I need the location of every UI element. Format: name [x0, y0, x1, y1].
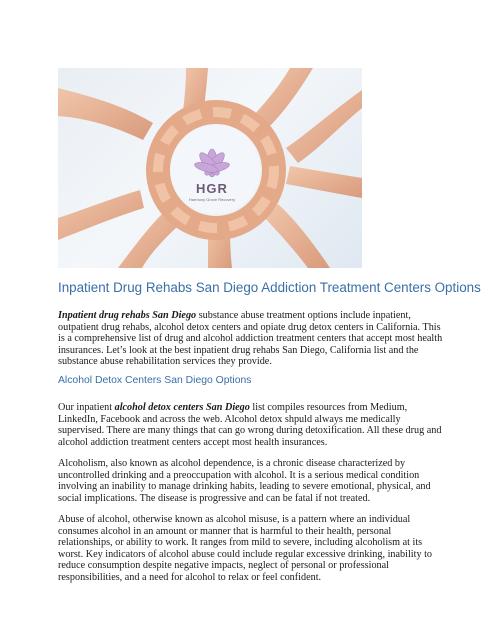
logo-text: HGR: [196, 181, 228, 196]
logo-subtitle: Harmony Grove Recovery: [188, 197, 236, 202]
detox-emphasis: alcohol detox centers San Diego: [114, 402, 250, 413]
intro-rest: substance abuse treatment options include inpatient, outpatient drug rehabs, alcohol detox centers and opiate drug detox centers in California. This is a comprehensive list of drug and alcohol addiction treatment centers that accept most health insurances. Let’s look at the best inpatient drug rehabs San Diego, California list and the substance abuse rehabilitation services they provide.: [58, 310, 443, 368]
lotus-icon: [180, 145, 244, 181]
intro-paragraph: [58, 310, 444, 368]
intro-lead: Inpatient drug rehabs San Diego: [58, 310, 197, 321]
section-heading: Alcohol Detox Centers San Diego Options: [58, 375, 252, 386]
detox-after: list compiles resources from Medium, LinkedIn, Facebook and across the web. Alcohol detox shpuld always me medically supervised. There are many things that can go wrong during detoxification. All these drug and alcohol addiction treatment centers accept most health insurances.: [58, 402, 442, 448]
alcoholism-paragraph: Alcoholism, also known as alcohol dependence, is a chronic disease characterized by uncontrolled drinking and a preoccupation with alcohol. It is a serious medical condition involving an inability to manage drinking habits, leading to severe emotional, physical, and social implications. The disease is progressive and can be fatal if not treated.: [58, 458, 431, 504]
hgr-logo: [180, 145, 244, 225]
page-title: Inpatient Drug Rehabs San Diego Addiction Treatment Centers Options: [58, 280, 481, 295]
detox-before: Our inpatient: [58, 402, 115, 413]
alcohol-abuse-paragraph: Abuse of alcohol, otherwise known as alcohol misuse, is a pattern where an individual consumes alcohol in an amount or manner that is harmful to their health, personal relationships, or ability to work. It ranges from mild to severe, including alcoholism at its worst. Key indicators of alcohol abuse could include regular excessive drinking, inability to reduce consumption despite negative impacts, neglect of personal or professional responsibilities, and a need for alcohol to relax or feel confident.: [58, 514, 433, 583]
detox-paragraph: [58, 402, 444, 448]
